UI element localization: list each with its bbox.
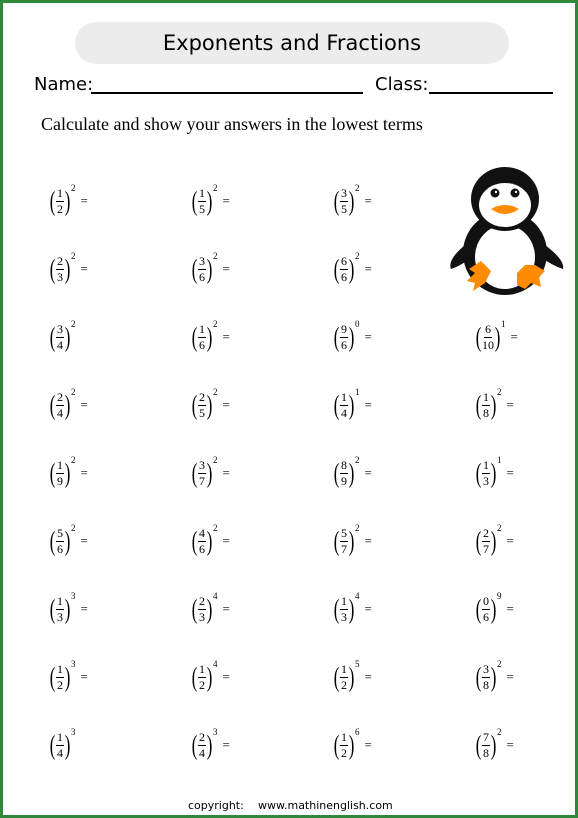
numerator: 9 [341, 321, 347, 336]
fraction [340, 731, 348, 760]
equals-sign: = [222, 397, 230, 412]
fraction [340, 527, 348, 556]
numerator: 3 [199, 253, 205, 268]
left-paren: ( [191, 525, 198, 556]
fraction [340, 255, 348, 284]
numerator: 1 [199, 185, 205, 200]
exponent: 4 [213, 591, 218, 601]
denominator: 6 [341, 269, 347, 284]
problem-item [190, 385, 230, 425]
left-paren: ( [49, 185, 56, 216]
exponent: 0 [355, 319, 360, 329]
right-paren: ) [206, 525, 213, 556]
numerator: 1 [57, 661, 63, 676]
denominator: 4 [57, 405, 63, 420]
exponent: 2 [71, 319, 76, 329]
left-paren: ( [49, 457, 56, 488]
fraction [198, 255, 206, 284]
fraction [198, 391, 206, 420]
denominator: 5 [199, 405, 205, 420]
problem-item [190, 725, 230, 765]
left-paren: ( [49, 729, 56, 760]
fraction [56, 459, 64, 488]
left-paren: ( [475, 457, 482, 488]
problem-item [332, 589, 372, 629]
numerator: 4 [199, 525, 205, 540]
equals-sign: = [222, 465, 230, 480]
fraction [482, 391, 490, 420]
problem-item [190, 453, 230, 493]
problem-item [474, 453, 514, 493]
fraction [482, 323, 494, 352]
numerator: 0 [483, 593, 489, 608]
problem-item [332, 657, 372, 697]
exponent: 2 [213, 183, 218, 193]
right-paren: ) [64, 593, 71, 624]
right-paren: ) [206, 389, 213, 420]
left-paren: ( [191, 593, 198, 624]
equals-sign: = [222, 193, 230, 208]
fraction [482, 731, 490, 760]
equals-sign: = [80, 397, 88, 412]
worksheet-page [3, 3, 575, 815]
numerator: 3 [341, 185, 347, 200]
right-paren: ) [490, 661, 497, 692]
numerator: 2 [57, 389, 63, 404]
fraction [198, 187, 206, 216]
denominator: 3 [341, 609, 347, 624]
numerator: 1 [57, 593, 63, 608]
left-paren: ( [475, 321, 482, 352]
right-paren: ) [348, 525, 355, 556]
problem-item [48, 385, 88, 425]
numerator: 1 [341, 661, 347, 676]
denominator: 2 [199, 677, 205, 692]
left-paren: ( [475, 525, 482, 556]
equals-sign: = [364, 329, 372, 344]
problem-item [332, 181, 372, 221]
right-paren: ) [490, 593, 497, 624]
left-paren: ( [333, 457, 340, 488]
numerator: 1 [341, 389, 347, 404]
problem-item [48, 317, 76, 357]
numerator: 2 [199, 729, 205, 744]
right-paren: ) [206, 661, 213, 692]
problem-item [48, 453, 88, 493]
left-paren: ( [191, 729, 198, 760]
numerator: 5 [57, 525, 63, 540]
right-paren: ) [490, 525, 497, 556]
equals-sign: = [80, 193, 88, 208]
equals-sign: = [222, 669, 230, 684]
left-paren: ( [333, 253, 340, 284]
exponent: 4 [213, 659, 218, 669]
numerator: 2 [199, 389, 205, 404]
equals-sign: = [510, 329, 518, 344]
numerator: 6 [341, 253, 347, 268]
problem-item [474, 385, 514, 425]
exponent: 3 [71, 727, 76, 737]
exponent: 2 [213, 455, 218, 465]
left-paren: ( [333, 525, 340, 556]
denominator: 4 [57, 337, 63, 352]
numerator: 1 [57, 185, 63, 200]
denominator: 2 [341, 745, 347, 760]
exponent: 2 [71, 455, 76, 465]
left-paren: ( [191, 253, 198, 284]
left-paren: ( [475, 661, 482, 692]
fraction [198, 663, 206, 692]
exponent: 3 [71, 591, 76, 601]
right-paren: ) [348, 185, 355, 216]
problem-item [474, 317, 518, 357]
exponent: 2 [213, 523, 218, 533]
exponent: 2 [497, 727, 502, 737]
numerator: 1 [341, 593, 347, 608]
problem-item [48, 589, 88, 629]
equals-sign: = [364, 601, 372, 616]
left-paren: ( [333, 593, 340, 624]
right-paren: ) [348, 729, 355, 760]
exponent: 6 [355, 727, 360, 737]
numerator: 7 [483, 729, 489, 744]
equals-sign: = [364, 261, 372, 276]
problem-item [190, 589, 230, 629]
right-paren: ) [206, 185, 213, 216]
denominator: 6 [199, 269, 205, 284]
exponent: 2 [71, 183, 76, 193]
problem-item [332, 385, 372, 425]
denominator: 3 [199, 609, 205, 624]
right-paren: ) [490, 457, 497, 488]
exponent: 9 [497, 591, 502, 601]
problem-item [190, 317, 230, 357]
denominator: 7 [483, 541, 489, 556]
right-paren: ) [64, 185, 71, 216]
exponent: 2 [213, 319, 218, 329]
title-banner [75, 22, 509, 64]
fraction [56, 187, 64, 216]
class-field[interactable] [429, 92, 553, 94]
problem-item [332, 725, 372, 765]
equals-sign: = [506, 397, 514, 412]
right-paren: ) [64, 457, 71, 488]
left-paren: ( [191, 321, 198, 352]
left-paren: ( [475, 389, 482, 420]
left-paren: ( [475, 593, 482, 624]
equals-sign: = [506, 465, 514, 480]
equals-sign: = [364, 669, 372, 684]
numerator: 3 [57, 321, 63, 336]
numerator: 1 [199, 661, 205, 676]
denominator: 7 [341, 541, 347, 556]
fraction [340, 459, 348, 488]
footer-copyright: copyright: [188, 799, 244, 812]
right-paren: ) [64, 321, 71, 352]
fraction [56, 595, 64, 624]
exponent: 2 [213, 387, 218, 397]
denominator: 6 [483, 609, 489, 624]
problem-item [190, 521, 230, 561]
denominator: 4 [57, 745, 63, 760]
problem-item [474, 589, 514, 629]
equals-sign: = [506, 533, 514, 548]
problem-item [190, 657, 230, 697]
problem-item [332, 453, 372, 493]
exponent: 1 [497, 455, 502, 465]
right-paren: ) [206, 593, 213, 624]
name-label: Name: [34, 74, 94, 95]
right-paren: ) [206, 729, 213, 760]
footer-url[interactable]: www.mathinenglish.com [258, 799, 393, 812]
page-title: Exponents and Fractions [162, 31, 422, 55]
fraction [482, 663, 490, 692]
fraction [198, 323, 206, 352]
left-paren: ( [475, 729, 482, 760]
denominator: 8 [483, 405, 489, 420]
left-paren: ( [49, 321, 56, 352]
equals-sign: = [80, 261, 88, 276]
right-paren: ) [490, 389, 497, 420]
denominator: 3 [483, 473, 489, 488]
exponent: 3 [71, 659, 76, 669]
problem-item [474, 521, 514, 561]
fraction [340, 595, 348, 624]
numerator: 5 [341, 525, 347, 540]
equals-sign: = [80, 465, 88, 480]
equals-sign: = [222, 261, 230, 276]
exponent: 3 [213, 727, 218, 737]
equals-sign: = [222, 533, 230, 548]
right-paren: ) [348, 661, 355, 692]
problem-item [48, 521, 88, 561]
denominator: 2 [57, 677, 63, 692]
class-label: Class: [375, 74, 429, 95]
fraction [198, 731, 206, 760]
right-paren: ) [348, 457, 355, 488]
instruction-text: Calculate and show your answers in the lowest terms [41, 114, 423, 134]
denominator: 5 [199, 201, 205, 216]
exponent: 2 [497, 387, 502, 397]
left-paren: ( [191, 185, 198, 216]
exponent: 2 [71, 523, 76, 533]
left-paren: ( [191, 457, 198, 488]
denominator: 4 [199, 745, 205, 760]
equals-sign: = [80, 669, 88, 684]
right-paren: ) [64, 525, 71, 556]
numerator: 1 [57, 729, 63, 744]
left-paren: ( [49, 253, 56, 284]
problem-item [474, 725, 514, 765]
fraction [56, 527, 64, 556]
denominator: 8 [483, 745, 489, 760]
exponent: 1 [355, 387, 360, 397]
right-paren: ) [64, 661, 71, 692]
numerator: 1 [199, 321, 205, 336]
problem-item [474, 657, 514, 697]
equals-sign: = [364, 193, 372, 208]
denominator: 4 [341, 405, 347, 420]
right-paren: ) [64, 729, 71, 760]
right-paren: ) [64, 389, 71, 420]
denominator: 9 [57, 473, 63, 488]
denominator: 6 [199, 337, 205, 352]
fraction [482, 595, 490, 624]
left-paren: ( [191, 661, 198, 692]
left-paren: ( [191, 389, 198, 420]
problem-item [48, 249, 88, 289]
denominator: 5 [341, 201, 347, 216]
left-paren: ( [49, 389, 56, 420]
numerator: 1 [483, 389, 489, 404]
fraction [198, 527, 206, 556]
fraction [198, 459, 206, 488]
fraction [198, 595, 206, 624]
right-paren: ) [490, 729, 497, 760]
exponent: 2 [355, 251, 360, 261]
penguin-illustration [447, 165, 569, 297]
right-paren: ) [64, 253, 71, 284]
numerator: 8 [341, 457, 347, 472]
fraction [482, 459, 490, 488]
left-paren: ( [333, 729, 340, 760]
right-paren: ) [206, 253, 213, 284]
problem-item [48, 181, 88, 221]
numerator: 3 [199, 457, 205, 472]
fraction [56, 731, 64, 760]
numerator: 1 [341, 729, 347, 744]
exponent: 2 [497, 659, 502, 669]
right-paren: ) [348, 321, 355, 352]
problem-item [190, 181, 230, 221]
exponent: 2 [355, 455, 360, 465]
fraction [340, 663, 348, 692]
equals-sign: = [222, 601, 230, 616]
equals-sign: = [80, 533, 88, 548]
right-paren: ) [348, 389, 355, 420]
left-paren: ( [333, 389, 340, 420]
denominator: 6 [341, 337, 347, 352]
exponent: 2 [355, 523, 360, 533]
exponent: 2 [355, 183, 360, 193]
fraction [340, 187, 348, 216]
fraction [340, 323, 348, 352]
fraction [56, 663, 64, 692]
problem-item [332, 521, 372, 561]
problem-item [332, 249, 372, 289]
denominator: 7 [199, 473, 205, 488]
fraction [56, 255, 64, 284]
numerator: 2 [483, 525, 489, 540]
equals-sign: = [506, 737, 514, 752]
exponent: 2 [71, 251, 76, 261]
problem-item [48, 725, 76, 765]
left-paren: ( [49, 525, 56, 556]
name-field[interactable] [91, 92, 363, 94]
equals-sign: = [364, 737, 372, 752]
right-paren: ) [206, 457, 213, 488]
right-paren: ) [206, 321, 213, 352]
problem-item [332, 317, 372, 357]
left-paren: ( [333, 321, 340, 352]
denominator: 3 [57, 269, 63, 284]
right-paren: ) [348, 593, 355, 624]
equals-sign: = [80, 601, 88, 616]
problem-item [190, 249, 230, 289]
fraction [56, 323, 64, 352]
equals-sign: = [364, 533, 372, 548]
denominator: 9 [341, 473, 347, 488]
exponent: 2 [497, 523, 502, 533]
numerator: 1 [483, 457, 489, 472]
denominator: 2 [341, 677, 347, 692]
denominator: 8 [483, 677, 489, 692]
numerator: 2 [199, 593, 205, 608]
denominator: 2 [57, 201, 63, 216]
equals-sign: = [506, 601, 514, 616]
denominator: 6 [57, 541, 63, 556]
exponent: 5 [355, 659, 360, 669]
fraction [340, 391, 348, 420]
exponent: 2 [71, 387, 76, 397]
exponent: 1 [501, 319, 506, 329]
denominator: 6 [199, 541, 205, 556]
left-paren: ( [333, 661, 340, 692]
fraction [482, 527, 490, 556]
left-paren: ( [333, 185, 340, 216]
exponent: 2 [213, 251, 218, 261]
equals-sign: = [364, 465, 372, 480]
left-paren: ( [49, 593, 56, 624]
left-paren: ( [49, 661, 56, 692]
numerator: 6 [485, 321, 491, 336]
equals-sign: = [506, 669, 514, 684]
exponent: 4 [355, 591, 360, 601]
equals-sign: = [222, 329, 230, 344]
denominator: 10 [482, 337, 494, 352]
equals-sign: = [222, 737, 230, 752]
problem-item [48, 657, 88, 697]
numerator: 3 [483, 661, 489, 676]
right-paren: ) [494, 321, 501, 352]
numerator: 2 [57, 253, 63, 268]
denominator: 3 [57, 609, 63, 624]
numerator: 1 [57, 457, 63, 472]
equals-sign: = [364, 397, 372, 412]
right-paren: ) [348, 253, 355, 284]
fraction [56, 391, 64, 420]
